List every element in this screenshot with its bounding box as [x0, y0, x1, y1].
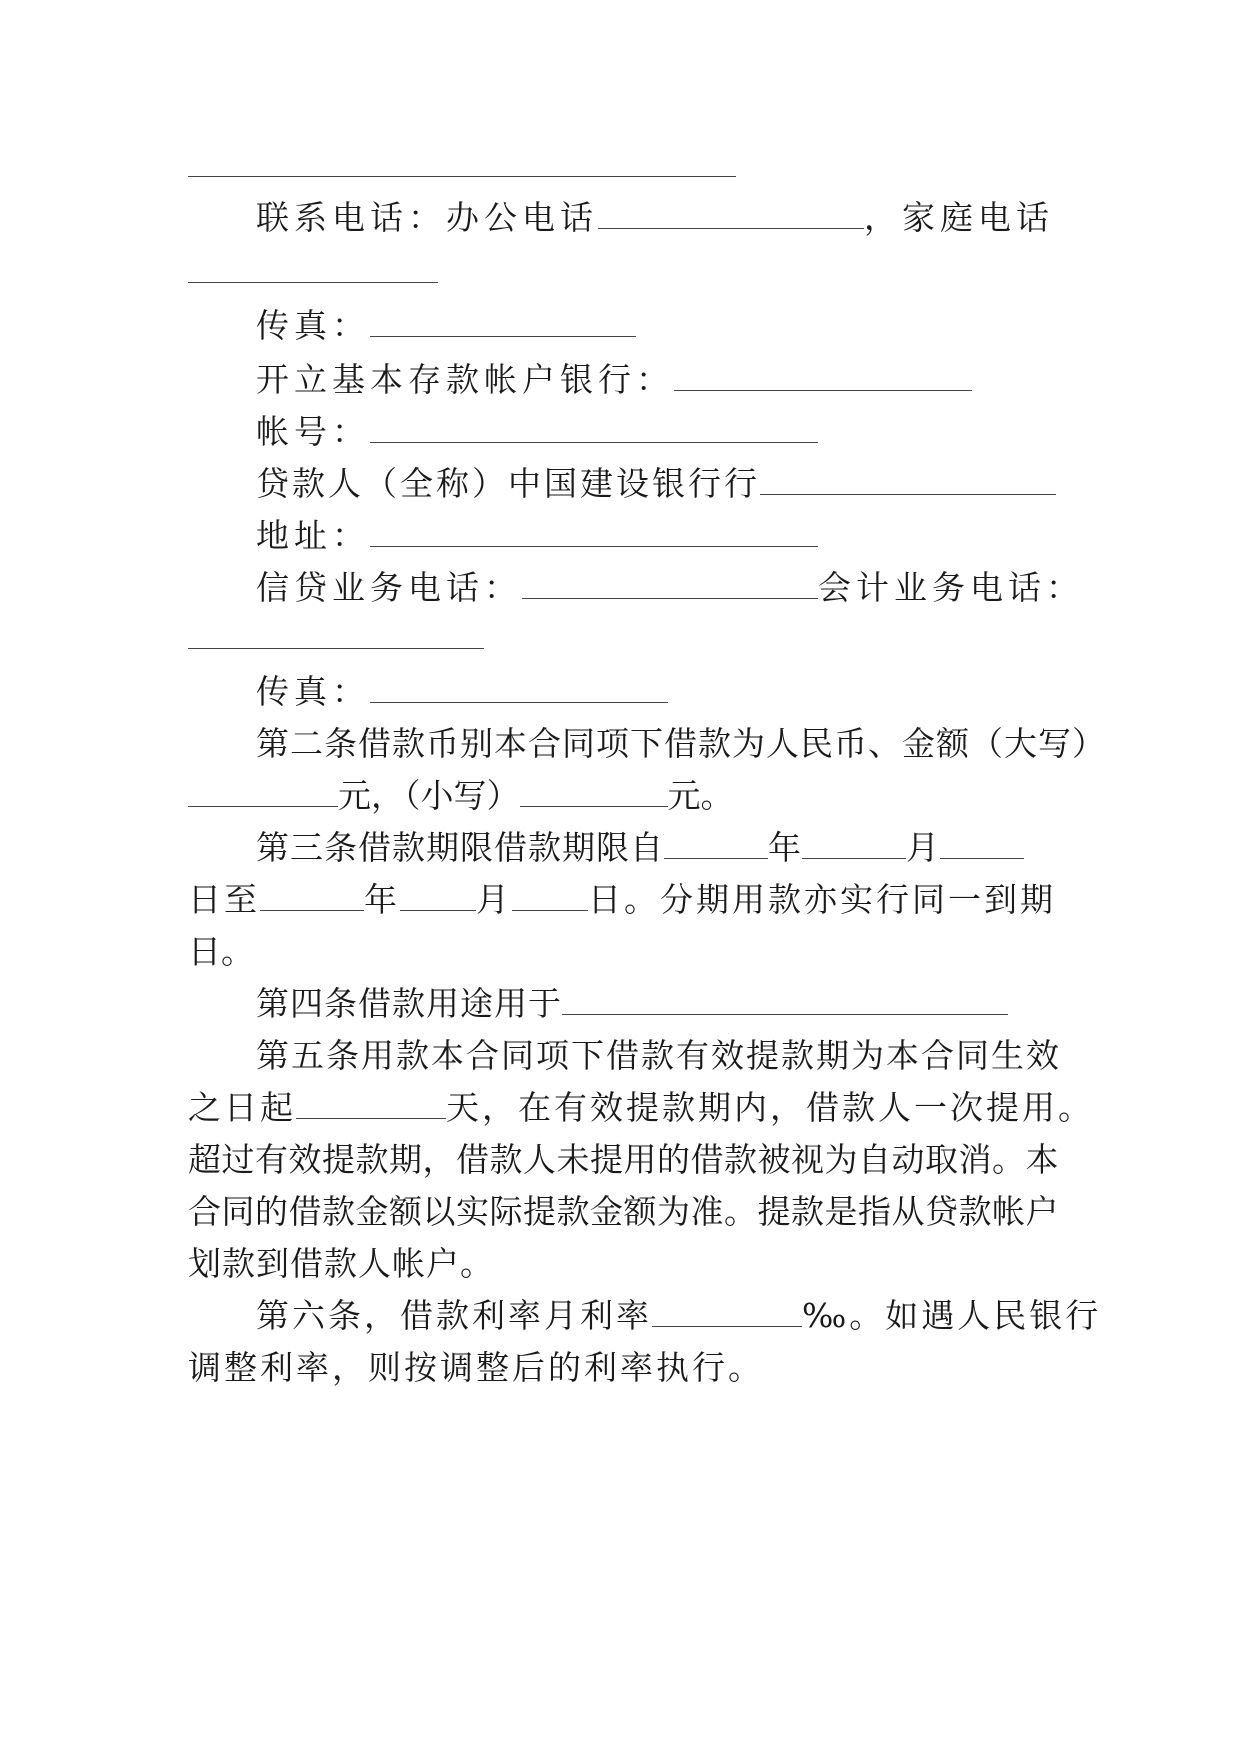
article-6-rate-unit: ‰。如遇人民银行 [802, 1296, 1102, 1335]
purpose-blank[interactable] [562, 984, 1008, 1015]
account-label: 帐号： [256, 412, 370, 451]
article-6-text-2: 调整利率，则按调整后的利率执行。 [188, 1348, 764, 1387]
article-3-line-2 [188, 878, 1054, 922]
end-month-label: 月 [476, 880, 512, 919]
end-year-label: 年 [364, 880, 400, 919]
end-day-blank[interactable] [512, 880, 588, 911]
article-5-text: 第五条用款本合同项下借款有效提款期为本合同生效 [256, 1036, 1061, 1075]
fax-blank-lender[interactable] [370, 672, 668, 703]
article-5-line-5 [188, 1242, 1054, 1286]
article-5-line-1 [256, 1034, 1061, 1078]
address-blank-continuation[interactable] [188, 176, 736, 177]
article-5-line-2 [188, 1086, 1094, 1130]
article-2-line-1 [256, 722, 1106, 766]
article-3-text: 第三条借款期限借款期限自 [256, 828, 664, 867]
start-month-label: 月 [906, 828, 940, 867]
fax-blank[interactable] [370, 306, 636, 337]
start-month-blank[interactable] [802, 828, 906, 859]
article-5-days: 天，在有效提款期内，借款人一次提用。 [446, 1088, 1094, 1127]
start-year-blank[interactable] [664, 828, 768, 859]
account-line [256, 410, 1054, 454]
article-3-line-3 [188, 930, 1054, 974]
home-phone-blank[interactable] [188, 282, 438, 283]
amount-unit: 元。 [667, 776, 734, 815]
office-phone-blank[interactable] [598, 198, 864, 229]
article-6-line-2 [188, 1346, 1054, 1390]
account-blank[interactable] [370, 412, 818, 443]
bank-line [256, 358, 1054, 402]
article-5-line-4 [188, 1190, 1059, 1234]
article-4-text: 第四条借款用途用于 [256, 984, 562, 1023]
article-5-text-3: 超过有效提款期，借款人未提用的借款被视为自动取消。本 [188, 1140, 1059, 1179]
business-phone-line [256, 566, 1084, 610]
article-5-from: 之日起 [188, 1088, 296, 1127]
interest-rate-blank[interactable] [652, 1296, 802, 1327]
fax-label: 传真： [256, 306, 370, 345]
start-year-label: 年 [768, 828, 802, 867]
article-3-rest: 日。分期用款亦实行同一到期 [588, 880, 1056, 919]
home-phone-label: ，家庭电话 [864, 198, 1054, 237]
article-5-line-3 [188, 1138, 1059, 1182]
lender-label: 贷款人（全称）中国建设银行行 [256, 464, 760, 503]
article-6-line-1 [256, 1294, 1102, 1338]
credit-phone-blank[interactable] [522, 568, 818, 599]
article-2-line-2 [188, 774, 1054, 818]
days-blank[interactable] [296, 1088, 446, 1119]
address-line-lender [256, 514, 1054, 558]
end-year-blank[interactable] [260, 880, 364, 911]
fax-label-lender: 传真： [256, 672, 370, 711]
article-6-text: 第六条，借款利率月利率 [256, 1296, 652, 1335]
article-3-line-1 [256, 826, 1054, 870]
article-2-text: 第二条借款币别本合同项下借款为人民币、金额（大写） [256, 724, 1106, 763]
article-5-text-4: 合同的借款金额以实际提款金额为准。提款是指从贷款帐户 [188, 1192, 1059, 1231]
amount-lowercase-blank[interactable] [520, 776, 668, 807]
address-blank[interactable] [370, 516, 818, 547]
start-day-blank[interactable] [940, 828, 1024, 859]
contact-phone-label: 联系电话：办公电话 [256, 198, 598, 237]
end-month-blank[interactable] [400, 880, 476, 911]
article-4-line [256, 982, 1054, 1026]
lender-branch-blank[interactable] [760, 464, 1056, 495]
bank-label: 开立基本存款帐户银行： [256, 360, 674, 399]
bank-blank[interactable] [674, 360, 972, 391]
amount-uppercase-blank[interactable] [188, 776, 338, 807]
address-label: 地址： [256, 516, 370, 555]
article-5-text-5: 划款到借款人帐户。 [188, 1244, 494, 1283]
credit-phone-label: 信贷业务电话： [256, 568, 522, 607]
contact-phone-line [256, 196, 1054, 240]
fax-line-borrower [256, 304, 1054, 348]
accounting-phone-blank[interactable] [188, 648, 484, 649]
article-3-end: 日。 [188, 932, 254, 971]
lender-line [256, 462, 1054, 506]
accounting-phone-label: 会计业务电话： [818, 568, 1084, 607]
amount-lowercase-label: 元，（小写） [338, 776, 520, 815]
fax-line-lender [256, 670, 1054, 714]
end-date-label: 日至 [188, 880, 260, 919]
